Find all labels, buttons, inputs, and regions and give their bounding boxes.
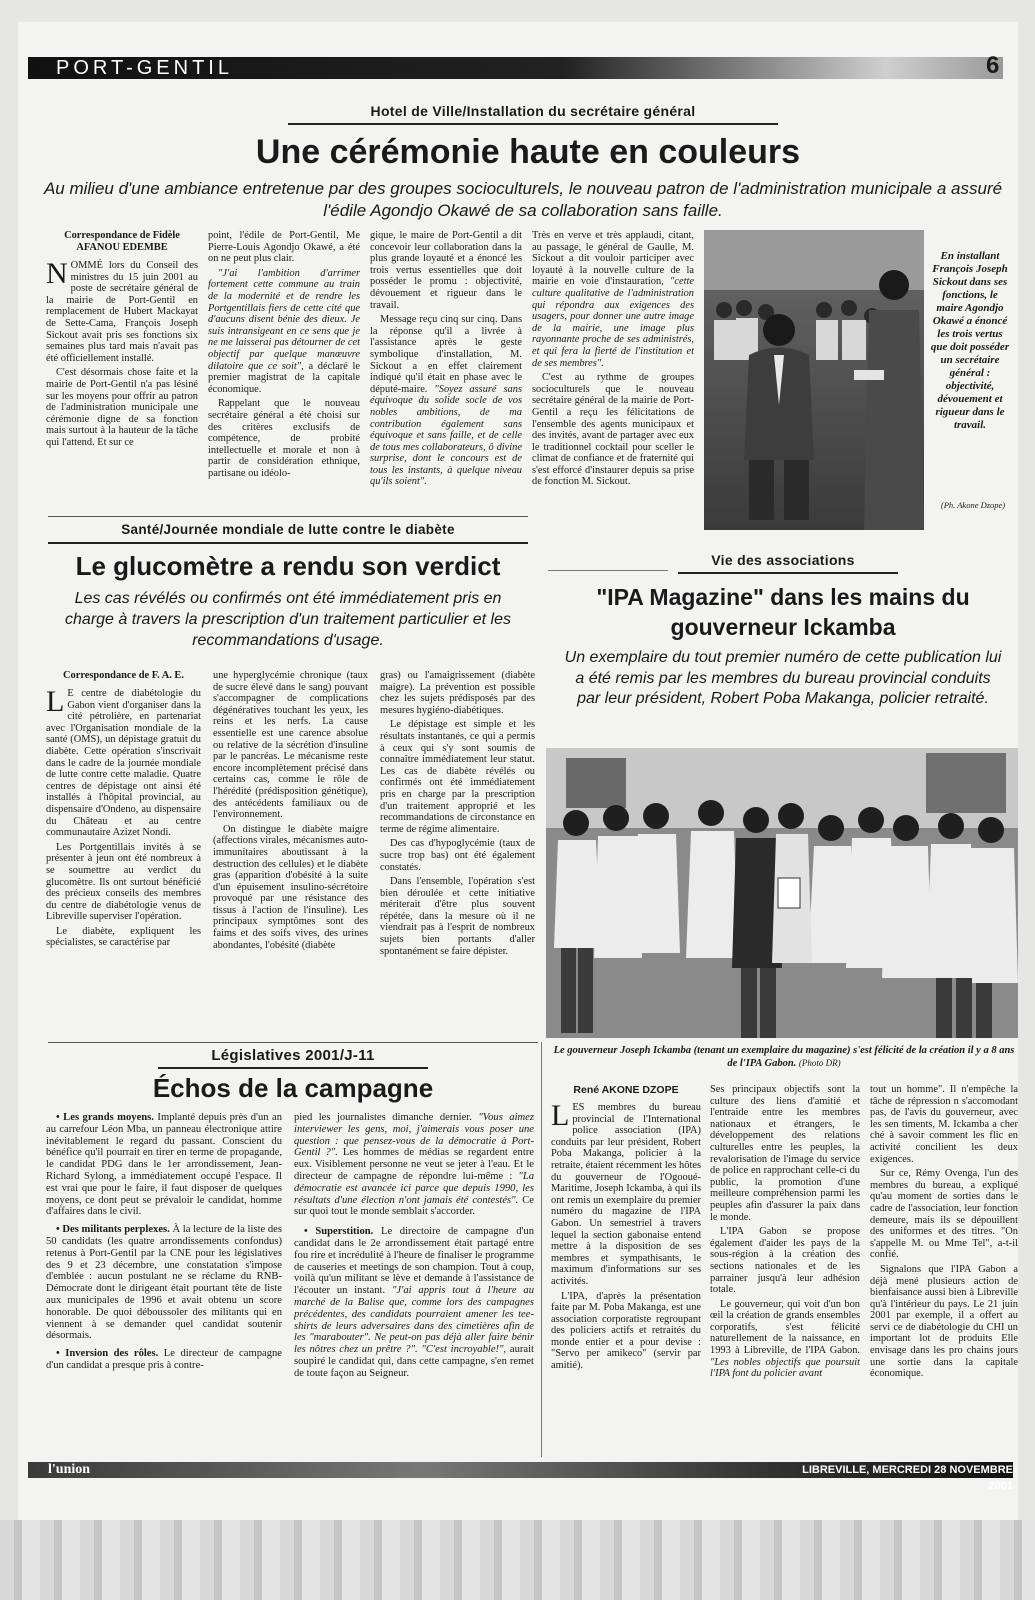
article3-caption-text: Le gouverneur Joseph Ickamba (tenant un exemplaire du magazine) s'est félicité de la création il y a 8 ans de l'IPA Gabon.	[553, 1045, 1015, 1069]
article1-col1-p1: OMMÉ lors du Conseil des ministres du 15 juin 2001 au poste de secrétaire général de la mairie de Port-Gentil en remplacement de Hubert Mackayat de Sette-Cama, François Joseph Sickout avait pris ses fonctions six semaines plus tard mais n'avait pas été officiellement installé.	[46, 260, 198, 364]
article3-photo-credit: (Photo DR)	[798, 1058, 841, 1068]
article4-col2-q2: "La démocratie est avancée ici parce que depuis 1990, les résultats d'une élection n'ont jamais été contestés".	[294, 1170, 534, 1206]
article1-col2	[208, 230, 360, 520]
article2-col1-p1: E centre de diabétologie du Gabon vient d'organiser dans la cité pétrolière, en partenariat avec l'Organisation mondiale de la santé (OMS), un dépistage gratuit du diabète. Cette opération s'inscrivait dans le cadre de la journée mondiale de lutte contre cette maladie. Quatre centres de dépistage ont ainsi été installés à l'hôpital provincial, au dispensaire d'Ondeno, au dispensaire du Château et au centre communautaire Azizet Nondi.	[46, 688, 201, 839]
article3-col2-p3: Le gouverneur, qui voit d'un bon œil la création de grands ensembles corporatifs, s'est félicité naturellement de la naissance, en 1993 à Libreville, de l'IPA Gabon.	[710, 1298, 860, 1357]
article4-b4-title-text: Superstition.	[315, 1226, 374, 1238]
article2-col3-p3: Des cas d'hypoglycémie (taux de sucre trop bas) ont été également constatés.	[380, 838, 535, 873]
article4-bullet1-title: • Les grands moyens.	[56, 1112, 154, 1123]
article1-col3-p2: Message reçu cinq sur cinq. Dans la réponse qu'il a livrée à l'assistance après le geste symbolique d'installation, M. Sickout a en effet clairement indiqué qu'il était en phase avec le député-maire.	[370, 314, 522, 395]
scan-background-strip	[0, 1520, 1035, 1600]
article2-col1-p3: Le diabète, expliquent les spécialistes, se caractérise par	[46, 925, 201, 949]
ceremony-photo-image	[704, 230, 924, 530]
article4-col2-p1c: Ce sur quoi tout le monde semblait s'accorder.	[294, 1194, 534, 1218]
article1-col2-quote-tail: , a déclaré le premier magistrat de la capitale économique.	[208, 360, 360, 395]
article4-col2	[294, 1112, 534, 1457]
article1-col3	[370, 230, 522, 520]
article1-kicker: Hotel de Ville/Installation du secrétaire général	[370, 103, 696, 119]
article1-col2-p1: point, l'édile de Port-Gentil, Me Pierre-Louis Agondjo Okawé, a été on ne peut plus clair.	[208, 230, 360, 265]
article2-deck: Les cas révélés ou confirmés ont été immédiatement pris en charge à travers la prescription d'un traitement particulier et les recommandations d'usage.	[65, 590, 511, 649]
article2-dropcap: L	[46, 685, 65, 718]
footer-masthead: l'union	[48, 1462, 91, 1477]
article3-col3	[870, 1084, 1018, 1456]
article1-col4-p2: C'est au rythme de groupes socioculturels que le nouveau secrétaire général de la mairie de Port-Gentil a reçu les félicitations de l'ensemble des agents municipaux et des invités, avant de partager avec eux le traditionnel cocktail pour sceller le climat de confiance et de fraternité qui s'est efforcé d'instaurer depuis sa prise de fonction M. Sickout.	[532, 372, 694, 488]
article1-caption-text: En installant François Joseph Sickout dans ses fonctions, le maire Agondjo Okawé a énoncé les trois vertus que doit posséder un secrétaire général : objectivité, dévouement et rigueur dans le travail.	[930, 250, 1010, 431]
article3-col1-p2: L'IPA, d'après la présentation faite par M. Poba Makanga, est une association corporatiste regroupant des policiers actifs et retraités du monde entier et a pour devise : "Servo per amikeco" (servir par amitié).	[551, 1290, 701, 1372]
article3-kicker-left-rule	[548, 570, 668, 571]
article4-col2-p1b: Les hommes de médias se regardent entre eux. Visiblement personne ne veut se jeter à l'eau. Et le directeur de campagne de répondre lui-même :	[294, 1147, 534, 1182]
article3-col2-quote: "Les nobles objectifs que poursuit l'IPA font du policier avant	[710, 1356, 860, 1380]
article2-kicker-rule	[48, 542, 528, 544]
article3-col1	[551, 1084, 701, 1456]
article1-photo-credit: (Ph. Akone Dzope)	[940, 500, 1006, 510]
article4-bullet4-title: • Superstition.	[304, 1226, 374, 1238]
article4-b4-text: Le directoire de campagne d'un candidat dans le 2e arrondissement était partagé entre fou rire et incrédulité à l'heure de finaliser le programme de causeries et meetings de son champion. Tout à coup, voilà qu'un militant se lève et demande à l'assistance de l'écouter un instant.	[294, 1226, 534, 1297]
article4-kicker: Législatives 2001/J-11	[211, 1047, 375, 1064]
article1-col1	[46, 230, 198, 520]
group-photo-image	[546, 748, 1018, 1038]
article4-b3-title-text: Inversion des rôles.	[65, 1348, 159, 1360]
article1-col1-p2: C'est désormais chose faite et la mairie de Port-Gentil n'a pas lésiné sur les moyens pour offrir au patron de l'administration municipale une cérémonie digne de sa fonction mais surtout à la hauteur de la tâche qui l'attend. Et sur ce	[46, 367, 198, 448]
footer-dateline: LIBREVILLE, MERCREDI 28 NOVEMBRE 2001	[802, 1464, 1013, 1492]
article1-caption	[930, 250, 1010, 432]
article4-bullet2-title: • Des militants perplexes.	[56, 1224, 170, 1236]
article4-b4-tail: , aurait soupiré le candidat qui, dans cette campagne, s'en remet de toute façon au Seigneur.	[294, 1344, 534, 1379]
article2-byline: Correspondance de F. A. E.	[63, 670, 184, 681]
article1-col4-quote: "cette culture qualitative de l'administration qui répondra aux exigences des usagers, pour donner une autre image de la mairie, une image plus rayonnante proche de ses administrés, et qui fera la fierté de l'institution et de ses membres".	[532, 276, 694, 369]
article3-col3-p3: Signalons que l'IPA Gabon a déjà mené plusieurs action de bienfaisance aussi bien à Libreville qu'à l'intérieur du pays. Le 21 juin 2001 par exemple, il a offert au servi ce de diabétologie du CHI un important lot de produits Elle envisage dans les pro chains jours une sortie dans la capitale économique.	[870, 1263, 1018, 1380]
article4-bullet3-title: • Inversion des rôles.	[56, 1348, 159, 1360]
article2-col3-p4: Dans l'ensemble, l'opération s'est bien déroulée et cette initiative mériterait d'être plus souvent répétée, dans la mesure où il ne viendrait pas à l'esprit de nombreux sujets bien portants d'aller spontanément se faire dépister.	[380, 876, 535, 957]
article1-headline: Une cérémonie haute en couleurs	[255, 133, 801, 171]
article2-top-rule	[48, 516, 528, 517]
article2-col3-p2: Le dépistage est simple et les résultats instantanés, ce qui a permis à ceux qui s'y sont soumis de connaître immédiatement leur statut. Les cas de diabète révélés ou confirmés ont été immédiatement pris en charge par la prescription d'un traitement approprié et les recommandations de circonstance en terme de régime alimentaire.	[380, 719, 535, 835]
article2-headline: Le glucomètre a rendu son verdict	[75, 551, 501, 581]
article3-col2-p1: Ses principaux objectifs sont la culture des liens d'amitié et l'entraide entre les membres nationaux et étrangers, le développement des relations culturelles entre les peuples, la revalorisation de l'image du service de police en rapprochant celle-ci du public, la promotion d'une meilleure compréhension parmi les peuples afin d'assurer la paix dans le monde.	[710, 1084, 860, 1223]
article1-deck: Au milieu d'une ambiance entretenue par des groupes socioculturels, le nouveau patron de l'administration municipale a assuré l'édile Agondjo Okawé de sa collaboration sans faille.	[43, 179, 1003, 220]
article2-col1-p2: Les Portgentillais invités à se présenter à jeun ont été nombreux à se soumettre au verdict du glucomètre. Ils ont surtout bénéficié des précieux conseils des membres du centre de diabétologie venus de Libreville superviser l'opération.	[46, 841, 201, 923]
article3-deck: Un exemplaire du tout premier numéro de cette publication lui a été remis par les membres du bureau provincial conduits par leur président, Robert Poba Makanga, policier retraité.	[564, 649, 1002, 707]
article4-b3-text: Le directeur de campagne d'un candidat a presque pris à contre-	[46, 1348, 282, 1371]
article2-col2	[213, 670, 368, 1030]
article3-dropcap: L	[551, 1099, 570, 1132]
article3-col3-p2: Sur ce, Rémy Ovenga, l'un des membres du bureau, a expliqué qu'au moment de sorties dans le cadre de l'association, leur fonction demeure, mais ils se dépouillent des uniformes et des titres. "On s'appelle M. ou Mme Tel", a-t-il confié.	[870, 1168, 1018, 1261]
column-divider	[541, 1042, 542, 1457]
article1-dropcap: N	[46, 257, 68, 290]
article4-b4-quote: "J'ai appris tout à l'heure au marché de la Balise que, comme lors des campagnes précédentes, des candidats pourraient amener les tee-shirts de leurs adversaires dans des cimetières afin de les "marabouter". Ne peut-on pas déjà aller faire bénir les nôtres chez un prêtre ?". "C'est incroyable!"	[294, 1285, 534, 1356]
page-number: 6	[986, 52, 1000, 79]
article4-headline: Échos de la campagne	[152, 1073, 434, 1103]
article3-photo	[546, 748, 1018, 1038]
article3-col2	[710, 1084, 860, 1456]
article4-kicker-rule	[158, 1067, 428, 1069]
article3-caption	[553, 1044, 1015, 1070]
article3-col3-p1: tout un homme". Il n'empêche la tâche de répression n s'accomodant pas, de l'avis du gouverneur, avec les sen timents, M. Ickamba a cher ché à savoir comment les flic en activité concilient les deux exigences.	[870, 1084, 1018, 1165]
article1-col3-quote: "Soyez assuré sans équivoque du solide socle de vos nobles ambitions, de ma contribution également sans équivoque et sans faille, et de celle de tous mes collaborateurs, ô divine surprise, dont le concours est de tous les instants, à quelque niveau qu'ils soient".	[370, 383, 522, 488]
section-name: PORT-GENTIL	[56, 57, 233, 79]
article2-col2-p1: une hyperglycémie chronique (taux de sucre élevé dans le sang) pouvant s'accompagner de complications dégénératives touchant les yeux, les reins et les nerfs. La cause essentielle est une carence absolue ou relative de la sécrétion d'insuline par le pancréas. Le mécanisme reste encore incomplètement précisé dans certains cas, comme le rôle de l'hérédité (prédisposition génétique), des antécédents familiaux ou de l'environnement.	[213, 670, 368, 821]
article2-col3-p1: gras) ou l'amaigrissement (diabète maigre). La prévention est possible chez les sujets prédisposés par des mesures hygiéno-diabétiques.	[380, 670, 535, 716]
article4-col2-p1: pied les journalistes dimanche dernier.	[294, 1112, 472, 1123]
article1-byline: Correspondance de Fidèle AFANOU EDEMBE	[64, 230, 180, 253]
article1-col2-p3: Rappelant que le nouveau secrétaire général a été choisi sur des critères exclusifs de compétence, de probité intellectuelle et morale et non à partir de considération ethnique, partisane ou idéolo-	[208, 398, 360, 479]
article4-b2-title-text: Des militants perplexes.	[62, 1224, 170, 1236]
article3-kicker-rule	[678, 572, 898, 574]
article3-col1-p1: ES membres du bureau provincial de l'International police association (IPA) conduits par leur président, Robert Poba Makanga, policier à la retraite, étaient récemment les hôtes du gouverneur de l'Ogooué-Maritime, Joseph Ickamba, à qui ils ont remis un exemplaire du premier numéro du magazine de l'IPA Gabon. Un semestriel à travers lequel la section gabonaise entend mettre à la disposition de ses membres et sympathisants, le maximum d'informations sur ses activités.	[551, 1102, 701, 1287]
article4-b1-text: Implanté depuis près d'un an au carrefour Léon Mba, un panneau électronique attire inévitablement le regard du passant. Conscient du bénéfice qu'il pourrait en tirer en terme de propagande, le candidat PDG dans le 1er arrondissement, Jean-Richard Sylong, a immédiatement occupé l'espace. Il est vrai que pour le faire, il faut disposer de quelques moyens, ce dont peut se prévaloir le candidat, homme d'affaires dans le civil.	[46, 1112, 282, 1218]
article2-col2-p2: On distingue le diabète maigre (affections virales, mécanismes auto-immunitaires aboutissant à la destruction des cellules) et le diabète gras (apparition d'obésité à la suite d'un épuisement insulino-sécrétoire provoqué par une résistance des tissus à l'action de l'insuline). Les principaux symptômes sont des faims et des soifs vives, des urines abondantes, l'obésité (diabète	[213, 823, 368, 951]
newspaper-page	[18, 22, 1018, 1537]
article2-col3	[380, 670, 535, 1030]
article4-col2-q1: "Vous aimez interviewer les gens, moi, j'aimerais vous poser une question : que pensez-vous de la démocratie à Port-Gentil ?".	[294, 1112, 534, 1159]
article1-col2-quote: "J'ai l'ambition d'arrimer fortement cette commune au train de la modernité et de rendre les Portgentillais fiers de cette cité que d'aucuns disent bénie des dieux. Je suis intransigeant en ce sens que je ne me laisserai pas détourner de cet objectif par quelque manœuvre dilatoire que ce soit"	[208, 267, 360, 372]
article1-photo	[704, 230, 924, 530]
article3-col2-p2: L'IPA Gabon se propose également d'aider les pays de la sous-région à la création des sections nationales et de les parrainer jusqu'à leur adhésion totale.	[710, 1226, 860, 1296]
article4-top-rule	[48, 1042, 538, 1043]
article1-col3-p1: gique, le maire de Port-Gentil a dit concevoir leur collaboration dans la plus grande loyauté et a énoncé les trois vertus essentielles que doit posséder le promu : objectivité, dévouement et rigueur dans le travail.	[370, 230, 522, 311]
article1-col4	[532, 230, 694, 550]
article1-kicker-rule	[288, 123, 778, 125]
article1-col4-p1: Très en verve et très applaudi, citant, au passage, le général de Gaulle, M. Sickout a dit vouloir participer avec loyauté à la nouvelle culture de la mairie en voie d'instauration,	[532, 230, 694, 288]
article3-kicker: Vie des associations	[711, 552, 855, 568]
article2-kicker: Santé/Journée mondiale de lutte contre le diabète	[121, 522, 455, 537]
article3-headline: "IPA Magazine" dans les mains du gouverneur Ickamba	[596, 584, 970, 640]
article3-byline: René AKONE DZOPE	[573, 1084, 679, 1096]
article4-b1-title-text: Les grands moyens.	[63, 1112, 154, 1123]
article2-col1	[46, 670, 201, 1030]
article4-col1	[46, 1112, 282, 1457]
article4-b2-text: À la lecture de la liste des 50 candidats (les quatre arrondissements confondus) retenus à Port-Gentil par la CNE pour les législatives des 9 et 23 décembre, une constatation s'impose d'emblée : aucun postulant ne se réclame du RNB-Démocrate dont le dirigeant était pourtant tête de liste aux municipales de 1996 et avait obtenu un score honorable. De quoi déboussoler des militants qui en viennent à se demander quel candidat soutenir désormais.	[46, 1224, 282, 1342]
